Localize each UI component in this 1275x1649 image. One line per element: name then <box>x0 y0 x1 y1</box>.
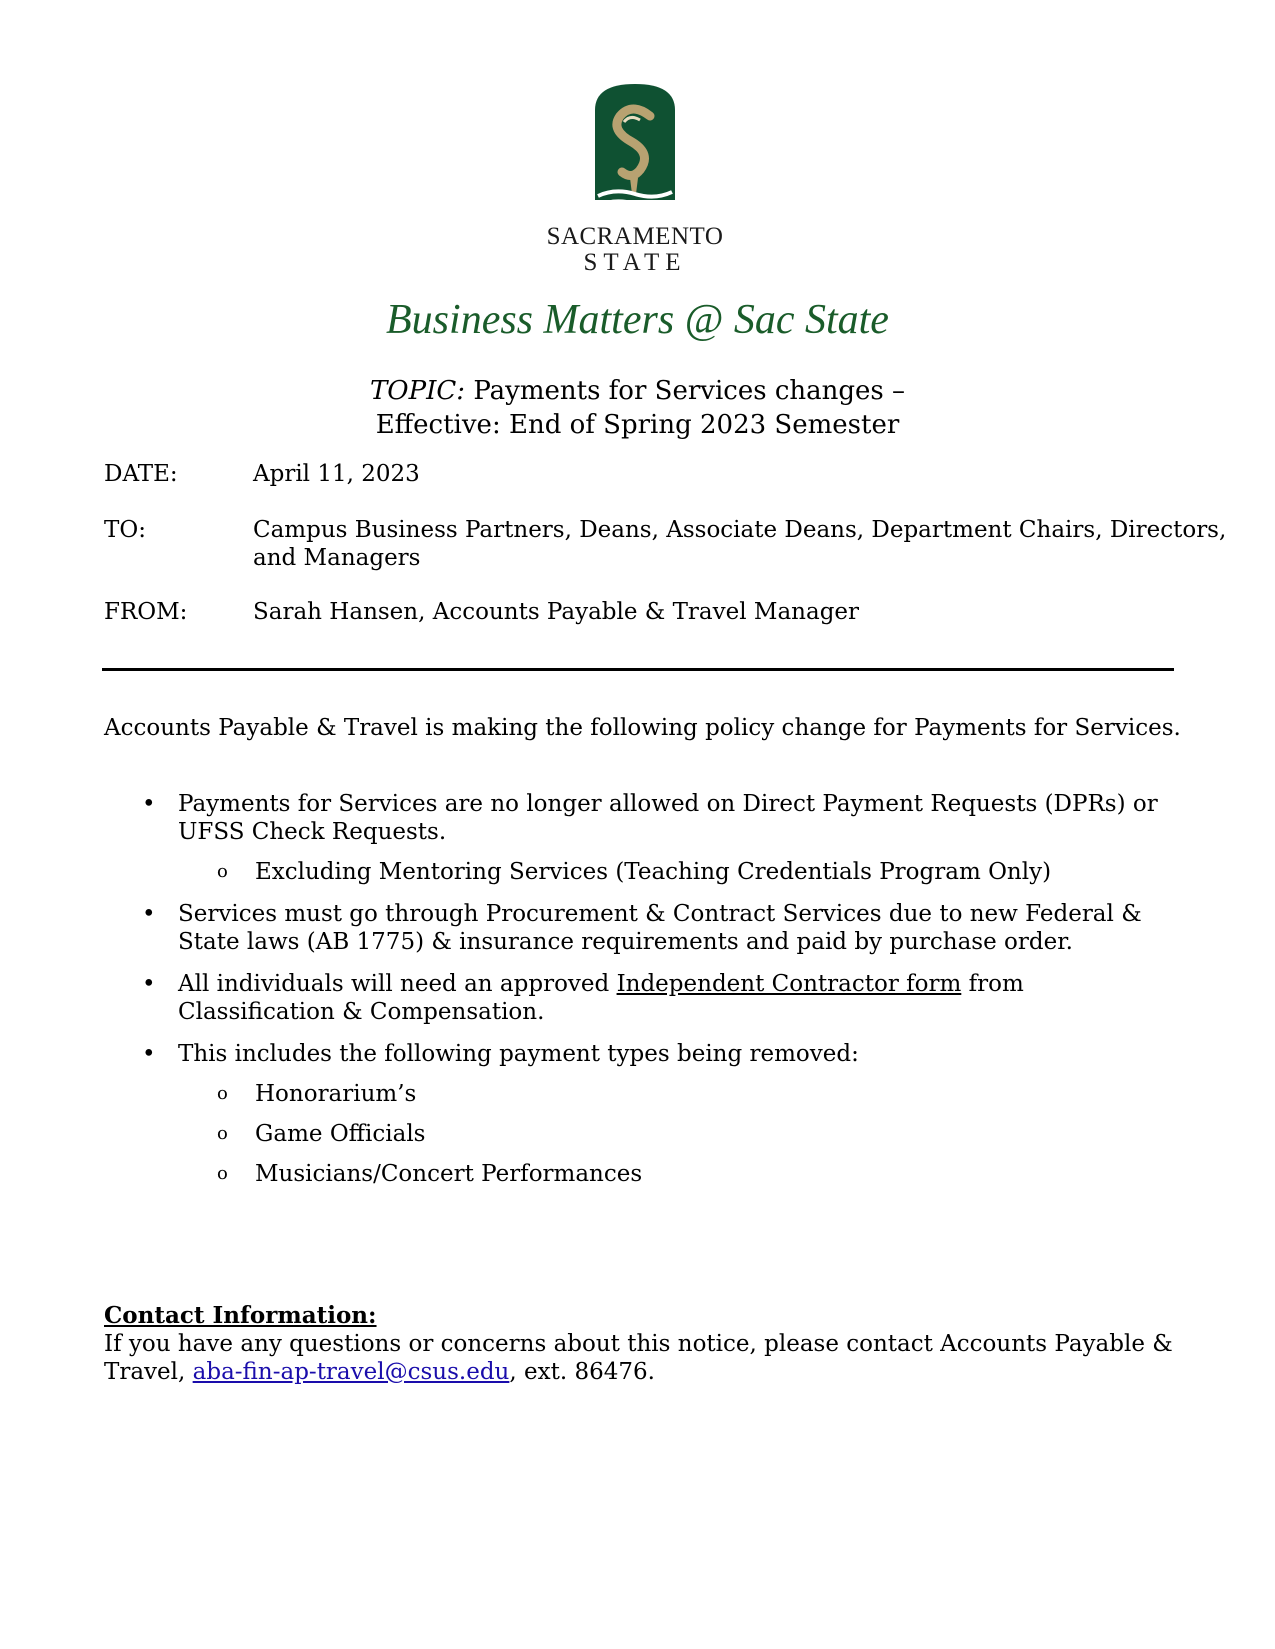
bullet-icon: • <box>142 1041 156 1067</box>
topic-line-2: Effective: End of Spring 2023 Semester <box>375 410 900 440</box>
from-label: FROM: <box>104 599 188 625</box>
newsletter-title: Business Matters @ Sac State <box>386 297 889 343</box>
header-divider <box>102 668 1174 671</box>
contact-heading: Contact Information: <box>104 1302 377 1329</box>
email-link[interactable]: aba-fin-ap-travel@csus.edu <box>192 1359 510 1385</box>
hollow-bullet-icon: o <box>217 1163 228 1184</box>
bullet-text-part: All individuals will need an approved <box>178 971 617 997</box>
date-label: DATE: <box>104 461 178 487</box>
bullet-icon: • <box>142 791 156 817</box>
contact-text-end: , ext. 86476. <box>509 1359 655 1385</box>
contact-paragraph <box>104 1330 1184 1386</box>
logo-line-1: SACRAMENTO <box>546 223 724 250</box>
sub-bullet-text: Honorarium’s <box>255 1081 417 1107</box>
topic-line-1: Payments for Services changes – <box>473 376 906 406</box>
bullet-text: This includes the following payment types being removed: <box>178 1041 859 1067</box>
bullet-text-part: from Classification & Compensation. <box>178 971 1024 1025</box>
bullet-text: Payments for Services are no longer allowed on Direct Payment Requests (DPRs) or UFSS Check Requests. <box>178 791 1158 845</box>
sub-bullet-text: Game Officials <box>255 1121 426 1147</box>
to-label: TO: <box>104 517 146 543</box>
sub-bullet-text: Musicians/Concert Performances <box>255 1161 643 1187</box>
intro-paragraph: Accounts Payable & Travel is making the following policy change for Payments for Services. <box>104 715 1181 741</box>
contact-text: If you have any questions or concerns about this notice, please contact Accounts Payable & Travel, <box>104 1331 1173 1385</box>
torch-emblem-icon <box>540 82 730 222</box>
bullet-text: Services must go through Procurement & Contract Services due to new Federal & State laws (AB 1775) & insurance requirements and paid by purchase order. <box>178 901 1142 955</box>
hollow-bullet-icon: o <box>217 1123 228 1144</box>
bullet-icon: • <box>142 971 156 997</box>
independent-contractor-form-link[interactable]: Independent Contractor form <box>616 971 962 997</box>
bullet-icon: • <box>142 901 156 927</box>
hollow-bullet-icon: o <box>217 861 228 882</box>
sub-bullet-text: Excluding Mentoring Services (Teaching Credentials Program Only) <box>255 859 1052 885</box>
topic-heading <box>0 374 1275 442</box>
logo-line-2: STATE <box>583 249 687 276</box>
to-value: Campus Business Partners, Deans, Associate Deans, Department Chairs, Directors, and Managers <box>253 517 1227 571</box>
topic-label: TOPIC: <box>369 376 466 406</box>
from-value: Sarah Hansen, Accounts Payable & Travel Manager <box>253 599 860 625</box>
date-value: April 11, 2023 <box>253 461 420 487</box>
hollow-bullet-icon: o <box>217 1083 228 1104</box>
logo-wordmark <box>500 224 770 276</box>
bullet-text <box>178 970 1178 1026</box>
